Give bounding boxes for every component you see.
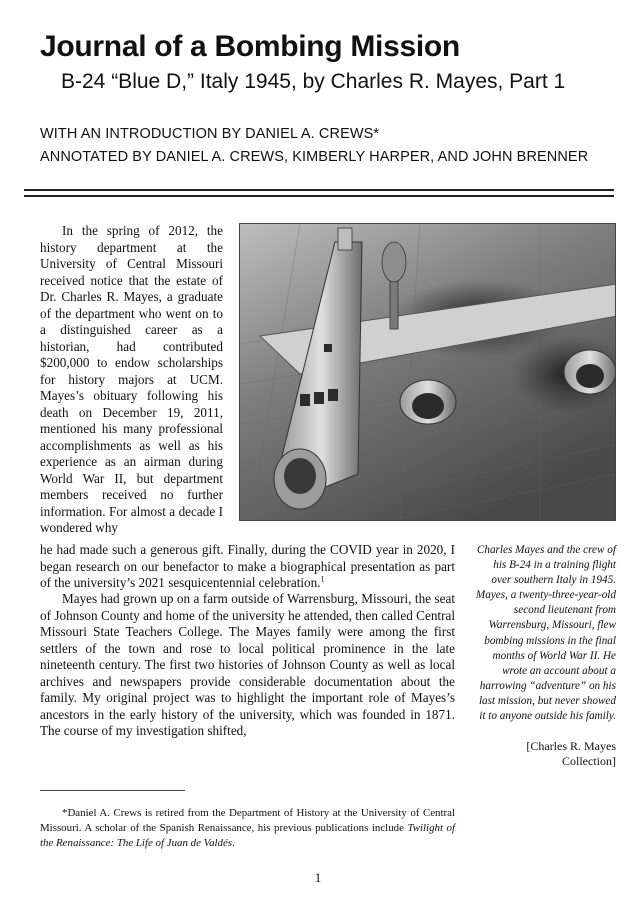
b24-bomber-photo	[239, 223, 616, 521]
annotation-byline: ANNOTATED BY DANIEL A. CREWS, KIMBERLY HARPER, AND JOHN BRENNER	[40, 149, 589, 165]
photo-caption: Charles Mayes and the crew of his B-24 in a training flight over southern Italy in 1945. Mayes, a twenty-three-year-old second lieutenant from Warrensburg, Missouri, flew bombing missions in the final months of World War II. He wrote an account about a harrowing “adventure” on his last mission, but never showed it to anyone outside his family.	[475, 544, 616, 723]
article-title: Journal of a Bombing Mission	[40, 30, 460, 63]
footnote-separator	[40, 790, 185, 791]
author-footnote	[40, 806, 455, 851]
footnote-book-title: Twilight of the Renaissance: The Life of Juan de Valdés	[40, 822, 456, 849]
body-paragraph-1-end	[40, 542, 455, 592]
header-rule-bottom	[24, 195, 614, 197]
page-number: 1	[314, 870, 322, 885]
footnote-end: .	[232, 837, 235, 849]
body-paragraph-1-start: In the spring of 2012, the history department at the University of Central Missouri received notice that the estate of Dr. Charles R. Mayes, a graduate of the department who went on to a distinguished career as a historian, had contributed $200,000 to endow scholarships for history majors at UCM. Mayes’s obituary following his death on December 19, 2011, mentioned his many professional accomplishments as well as his experience as an airman during World War II, but department members received no further information. For almost a decade I wondered why	[40, 223, 223, 535]
header-rule-top	[24, 189, 614, 191]
photo-credit: [Charles R. Mayes Collection]	[526, 739, 616, 768]
footnote-reference: 1	[320, 574, 325, 584]
body-paragraph-2: Mayes had grown up on a farm outside of Warrensburg, Missouri, the seat of Johnson County and home of the university he attended, then called Central Missouri State Teachers College. The Mayes family were among the first settlers of the town and rose to local political prominence in the late nineteenth century. The first two histories of Johnson County as well as local archives and newspapers provide considerable documentation about the family. My original project was to highlight the important role of Mayes’s ancestors in the early history of the university, which was founded in 1871. The course of my investigation shifted,	[40, 591, 455, 738]
paragraph-1-end-text: he had made such a generous gift. Finally, during the COVID year in 2020, I began research on our benefactor to make a biographical presentation as part of the university’s 2021 sesquicentennial celebration.	[40, 542, 455, 590]
article-subtitle: B-24 “Blue D,” Italy 1945, by Charles R. Mayes, Part 1	[61, 70, 566, 93]
introduction-byline: WITH AN INTRODUCTION BY DANIEL A. CREWS*	[40, 126, 380, 142]
footnote-text: *Daniel A. Crews is retired from the Department of History at the University of Central Missouri. A scholar of the Spanish Renaissance, his previous publications include	[40, 807, 455, 834]
